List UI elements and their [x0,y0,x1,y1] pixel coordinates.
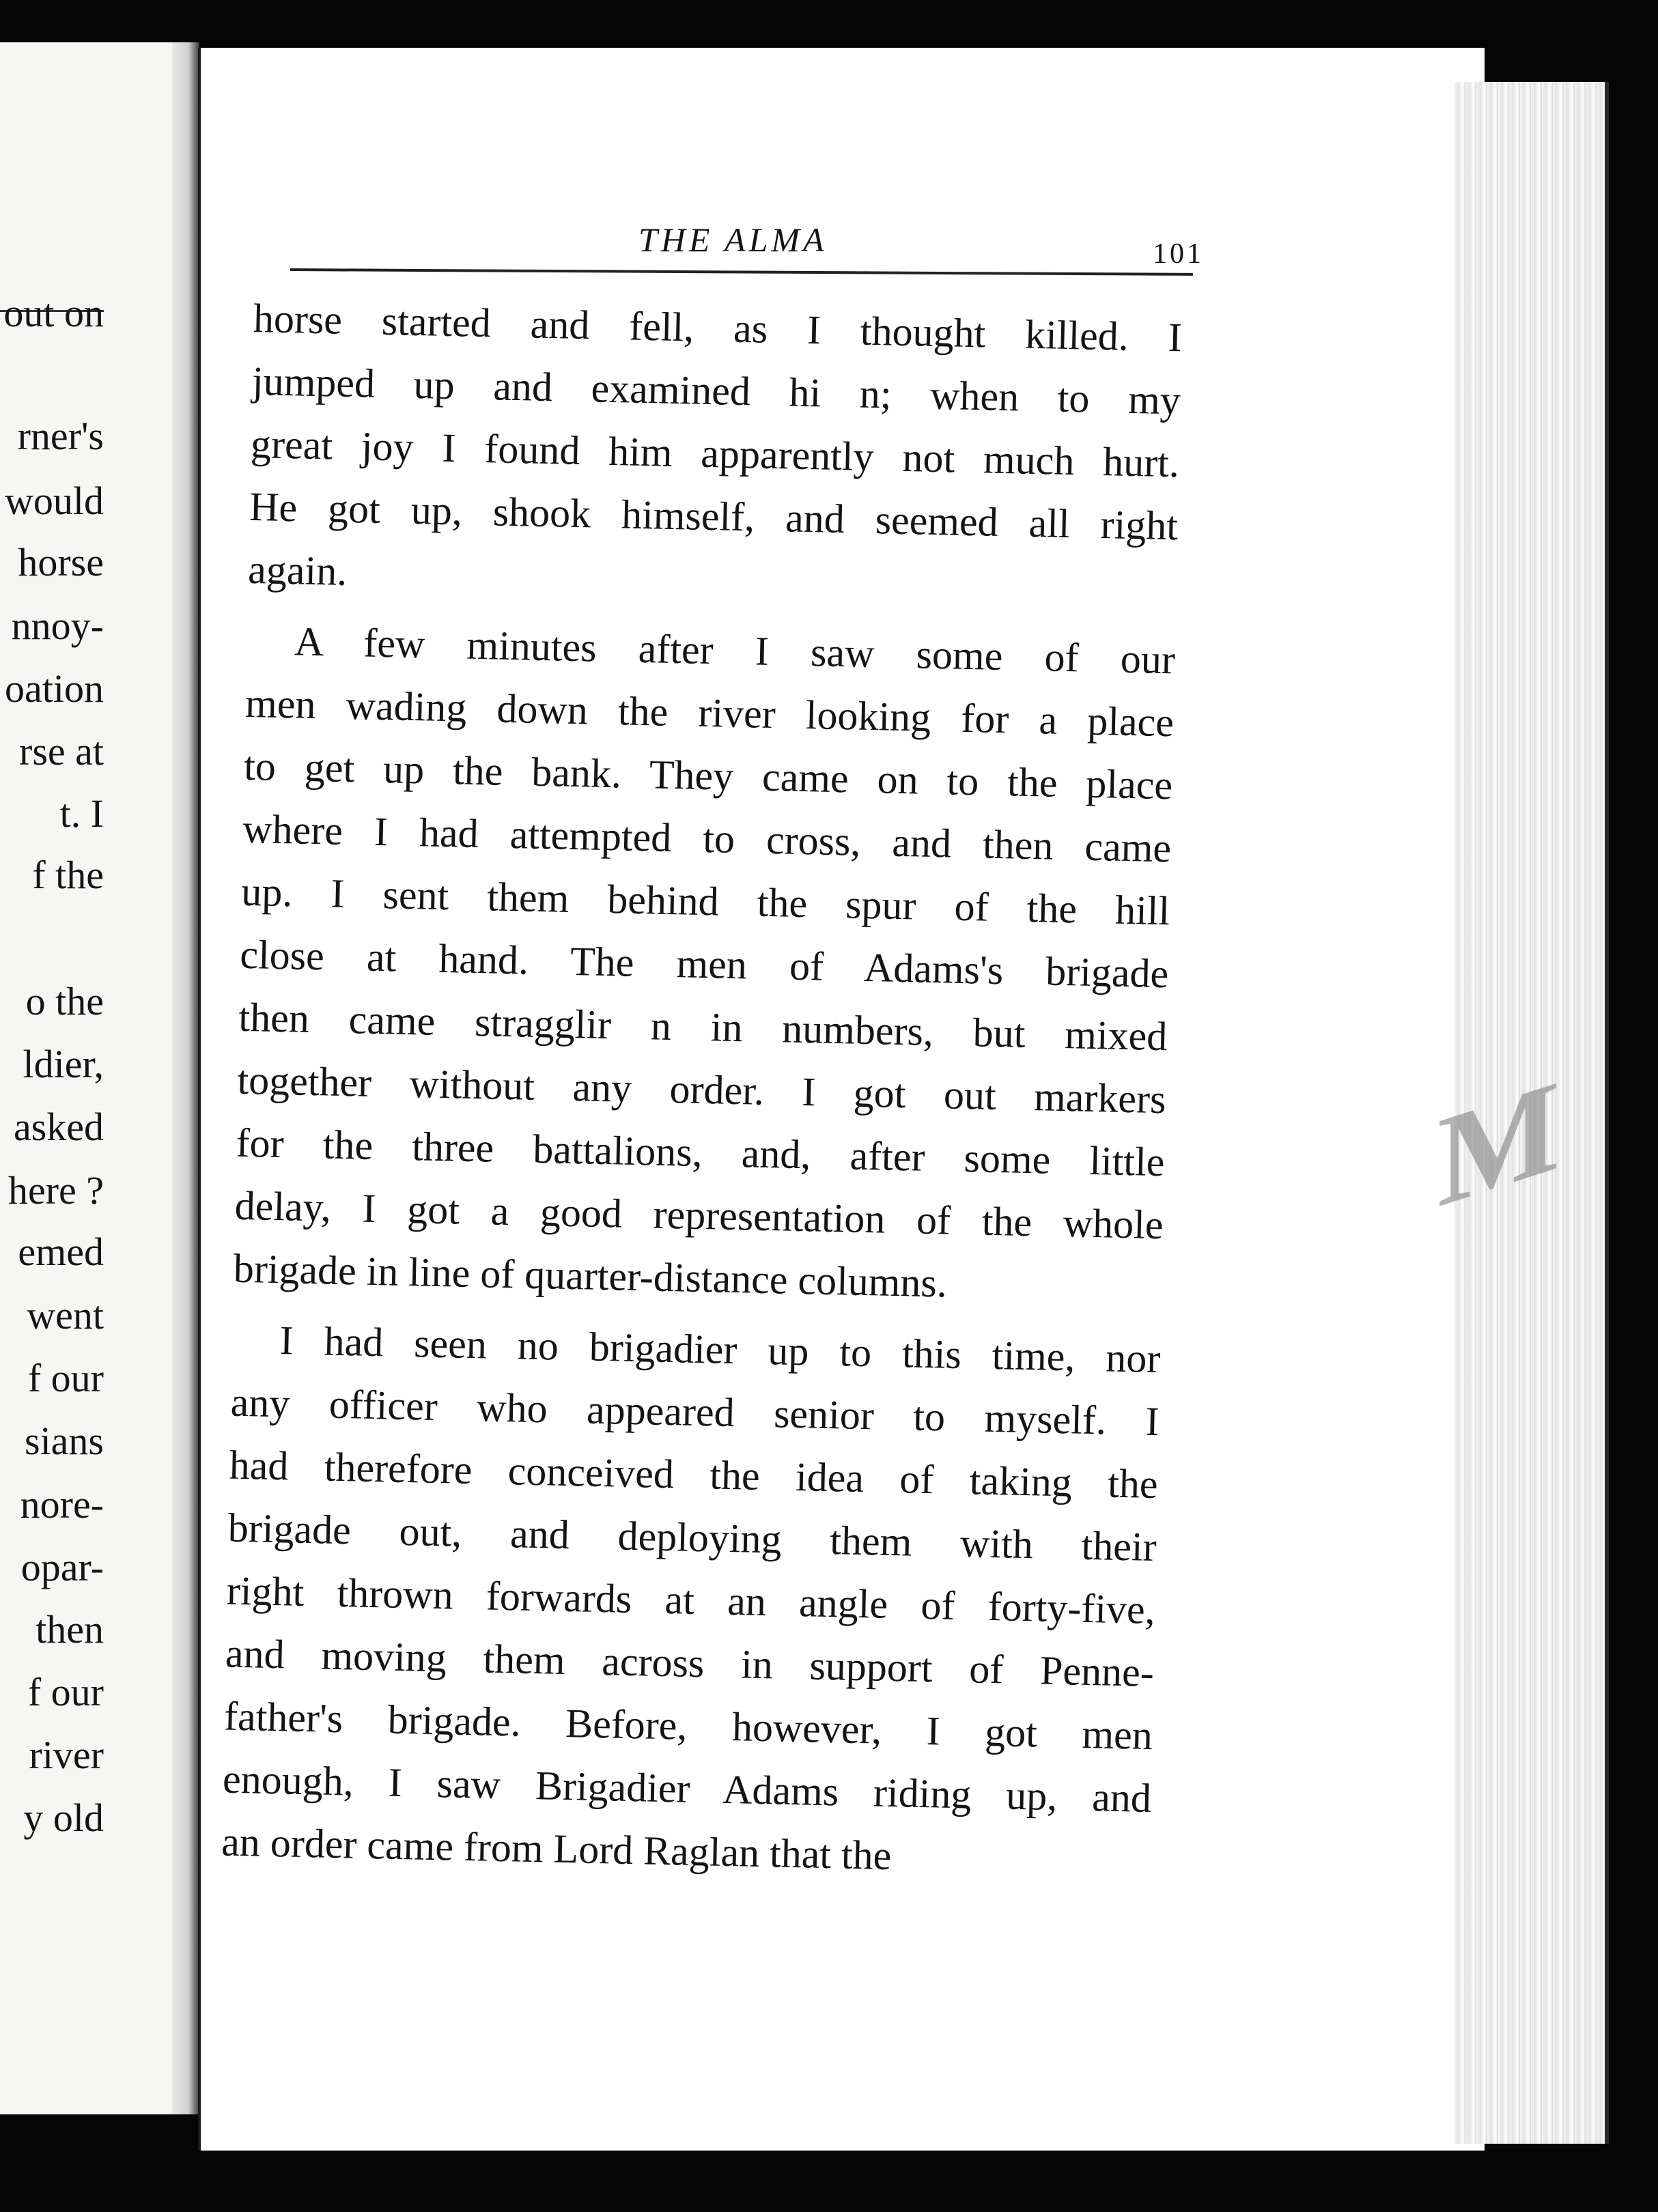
left-page-fragment: emed [18,1230,104,1274]
text-line: father's brigade. Before, however, I got men [223,1693,1153,1759]
text-line: delay, I got a good representation of the whole [234,1182,1164,1248]
text-line: brigade out, and deploying them with their [227,1505,1157,1570]
left-page-fragment: nnoy- [11,604,104,648]
left-page-fragment: ldier, [23,1042,104,1086]
left-page-fragment: here ? [8,1168,104,1213]
left-page-fragment: f our [27,1670,104,1714]
left-page-fragment: went [27,1293,104,1337]
left-page-fragment: river [29,1733,104,1777]
left-page-fragment: opar- [20,1545,104,1589]
text-line: great joy I found him apparently not much hurt. [250,421,1180,486]
left-page-fragment: sians [25,1419,104,1463]
running-head: THE ALMA [638,221,828,259]
left-page-fragment: o the [25,979,104,1023]
text-line: A few minutes after I saw some of our [294,619,1176,683]
left-page [0,42,195,2114]
left-page-fragment: rse at [19,729,104,774]
text-line: men wading down the river looking for a place [244,680,1175,746]
library-stamp: M [1437,1054,1554,1236]
left-page-fragment: f the [32,853,104,897]
text-line: jumped up and examined hi n; when to my [251,358,1181,423]
text-line: enough, I saw Brigadier Adams riding up, and [222,1756,1152,1821]
left-page-fragment: asked [13,1105,104,1149]
left-page-fragment: rner's [17,414,104,458]
text-line: had therefore conceived the idea of taking the [229,1442,1159,1507]
page-number: 101 [1153,238,1204,270]
text-line: He got up, shook himself, and seemed all right [249,483,1179,549]
left-page-fragment: oation [5,666,104,711]
text-line: close at hand. The men of Adams's brigade [239,931,1169,997]
left-page-fragment: then [36,1607,104,1651]
text-line: where I had attempted to cross, and then came [242,806,1172,871]
left-page-fragment: horse [18,540,104,584]
left-page-fragment: would [5,479,104,523]
text-line: any officer who appeared senior to myself. I [230,1379,1160,1445]
text-line: up. I sent them behind the spur of the hill [240,868,1170,934]
text-line: horse started and fell, as I thought killed. I [253,295,1183,360]
text-line: together without any order. I got out markers [236,1057,1167,1122]
text-line: an order came from Lord Raglan that the [221,1819,893,1879]
text-line: right thrown forwards at an angle of forty-five, [226,1568,1156,1633]
book-gutter [172,42,199,2114]
text-line: again. [247,546,348,594]
text-line: then came stragglir n in numbers, but mixed [238,994,1168,1060]
left-page-fragment: f our [27,1356,104,1400]
text-line: and moving them across in support of Penne- [225,1630,1155,1696]
text-line: to get up the bank. They came on to the place [243,743,1173,808]
text-line: brigade in line of quarter-distance columns. [233,1245,948,1306]
left-page-fragment: out on [3,291,104,335]
left-page-fragment: nore- [20,1482,104,1527]
text-line: for the three battalions, and, after some little [236,1120,1166,1185]
left-page-fragment: y old [23,1796,104,1840]
text-line: I had seen no brigadier up to this time, nor [279,1318,1162,1382]
left-page-fragment: t. I [59,791,104,836]
